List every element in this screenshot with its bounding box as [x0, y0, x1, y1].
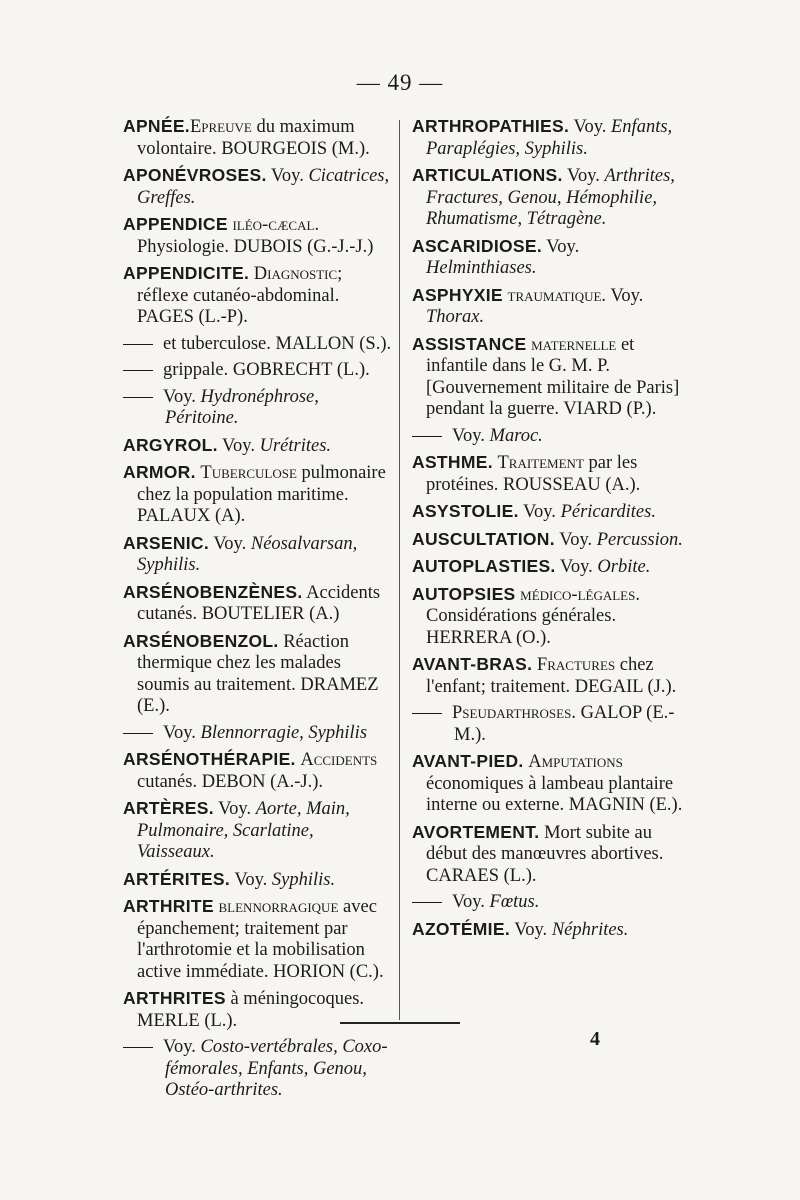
entry-heading: APONÉVROSES.: [123, 165, 267, 185]
entry-heading: AUTOPSIES: [412, 583, 516, 604]
repeat-dash: [123, 370, 153, 371]
entry-smallcaps: Epreuve: [189, 117, 252, 137]
entry-smallcaps: Amputations: [528, 752, 623, 772]
entry-smallcaps: traumatique: [507, 285, 602, 306]
entry-reference: Hydronéphrose, Péritoine.: [165, 386, 319, 428]
index-entry: [123, 214, 395, 258]
entry-heading: ASCARIDIOSE.: [412, 235, 543, 256]
entry-heading: ARSENIC.: [123, 532, 210, 553]
index-entry: [123, 263, 395, 329]
entry-heading: ASSISTANCE: [412, 333, 527, 354]
entry-heading: APPENDICITE.: [123, 263, 250, 283]
index-entry: [412, 919, 684, 942]
entry-reference: Syphilis.: [271, 869, 336, 890]
index-entry: [412, 285, 684, 329]
entry-text: Voy.: [542, 236, 580, 257]
entry-text: . Considérations générales. HERRERA (O.).: [426, 584, 640, 648]
entry-smallcaps: Traitement: [497, 453, 584, 473]
entry-text: cutanés. DEBON (A.-J.).: [137, 771, 323, 792]
entry-heading: ARSÉNOBENZÈNES.: [123, 581, 303, 602]
entry-heading: ARSÉNOTHÉRAPIE.: [123, 749, 296, 769]
entry-smallcaps: blennorragique: [218, 897, 339, 917]
entry-heading: APNÉE.: [123, 116, 190, 136]
entry-heading: APPENDICE: [123, 214, 228, 234]
index-entry: [412, 584, 684, 650]
index-entry: [123, 749, 395, 793]
index-entry: [123, 869, 395, 892]
entry-reference: Maroc.: [489, 425, 543, 446]
entry-reference: Costo-vertébrales, Coxo-fémorales, Enfants, Genou, Ostéo-arthrites.: [165, 1037, 388, 1100]
entry-smallcaps: Fractures: [536, 655, 616, 675]
index-entry: [123, 462, 395, 528]
index-entry: [412, 703, 684, 746]
index-entry: [412, 165, 684, 231]
entry-reference: Néosalvarsan, Syphilis.: [137, 533, 358, 575]
entry-text: à méningocoques. MERLE (L.).: [137, 989, 365, 1031]
index-entry: [412, 236, 684, 280]
entry-smallcaps: Tuberculose: [200, 463, 297, 483]
entry-heading: ASTHME.: [412, 452, 493, 472]
index-entry: [123, 533, 395, 577]
column-divider: [399, 120, 400, 1020]
entry-text: Voy.: [518, 502, 561, 522]
entry-text: Voy.: [163, 1037, 201, 1057]
entry-heading: ASPHYXIE: [412, 284, 503, 305]
entry-smallcaps: médico-légales: [520, 584, 636, 605]
entry-text: économiques à lambeau plantaire interne ou externe. MAGNIN (E.).: [426, 773, 683, 815]
index-entry: [412, 116, 684, 160]
entry-text: Voy.: [562, 166, 605, 186]
repeat-dash: [123, 1047, 153, 1048]
entry-reference: Blennorragie, Syphilis: [200, 722, 368, 743]
entry-heading: ARTÉRITES.: [123, 868, 231, 889]
index-entry: [123, 582, 395, 626]
index-entry: [412, 892, 684, 914]
entry-heading: ARMOR.: [123, 462, 196, 482]
entry-heading: ARTHRITES: [123, 988, 226, 1008]
entry-text: du maximum volontaire. BOURGEOIS (M.).: [137, 117, 370, 159]
entry-heading: AUSCULTATION.: [412, 528, 555, 549]
entry-text: Voy.: [452, 425, 490, 446]
entry-smallcaps: Pseudarthroses: [452, 703, 572, 723]
index-entry: [123, 360, 395, 382]
entry-heading: ARTHROPATHIES.: [412, 116, 570, 136]
entry-reference: Urétrites.: [259, 435, 332, 456]
index-entry: [123, 988, 395, 1032]
entry-text: Voy.: [217, 435, 260, 456]
index-column-right: [412, 116, 684, 946]
entry-heading: ARGYROL.: [123, 434, 218, 455]
index-entry: [412, 751, 684, 817]
repeat-dash: [123, 344, 153, 345]
entry-smallcaps: Accidents: [300, 750, 378, 770]
entry-heading: ARTICULATIONS.: [412, 165, 563, 185]
entry-heading: ARSÉNOBENZOL.: [123, 630, 279, 651]
index-entry: [412, 501, 684, 524]
entry-text: . Voy.: [601, 285, 644, 306]
entry-text: avec épanchement; traitement par l'arthrotomie et la mobilisation active immédiate. HORION (C.).: [137, 897, 384, 982]
index-entry: [412, 556, 684, 579]
entry-text: ; réflexe cutanéo-abdominal. PAGES (L.-P).: [137, 264, 343, 327]
entry-heading: AZOTÉMIE.: [412, 918, 510, 939]
index-entry: [123, 723, 395, 745]
entry-text: et tuberculose. MALLON (S.).: [163, 333, 392, 354]
index-entry: [123, 1037, 395, 1102]
entry-reference: Helminthiases.: [426, 258, 537, 278]
entry-text: Voy.: [163, 722, 201, 743]
entry-heading: AVORTEMENT.: [412, 821, 540, 842]
index-entry: [123, 435, 395, 458]
entry-text: Voy.: [555, 557, 598, 577]
repeat-dash: [412, 902, 442, 903]
entry-heading: AVANT-PIED.: [412, 751, 524, 771]
index-entry: [412, 529, 684, 552]
entry-text: par les protéines. ROUSSEAU (A.).: [426, 453, 641, 495]
entry-text: Voy.: [163, 386, 201, 407]
entry-smallcaps: maternelle: [531, 334, 617, 355]
entry-text: Voy.: [266, 166, 309, 186]
index-entry: [123, 896, 395, 983]
page-number: — 49 —: [356, 70, 444, 95]
entry-reference: Fœtus.: [489, 892, 540, 912]
entry-text: Voy.: [230, 869, 272, 890]
index-entry: [123, 798, 395, 864]
entry-reference: Aorte, Main, Pulmonaire, Scarlatine, Vaisseaux.: [137, 799, 350, 862]
entry-heading: ARTHRITE: [123, 896, 214, 916]
index-entry: [123, 334, 395, 356]
bottom-rule: [340, 1022, 460, 1024]
entry-heading: ARTÈRES.: [123, 798, 214, 818]
repeat-dash: [412, 436, 442, 437]
entry-text: Voy.: [509, 919, 552, 940]
entry-text: Voy.: [554, 529, 597, 550]
entry-smallcaps: Diagnostic: [253, 264, 338, 284]
index-entry: [123, 631, 395, 718]
index-entry: [412, 452, 684, 496]
repeat-dash: [123, 733, 153, 734]
entry-reference: Percussion.: [596, 529, 683, 550]
entry-heading: AVANT-BRAS.: [412, 654, 533, 674]
entry-text: grippale. GOBRECHT (L.).: [163, 360, 370, 380]
index-entry: [123, 116, 395, 160]
entry-reference: Thorax.: [426, 307, 485, 327]
repeat-dash: [412, 713, 442, 714]
entry-text: Réaction thermique chez les malades soumis au traitement. DRAMEZ (E.).: [137, 631, 379, 716]
entry-text: Voy.: [213, 799, 256, 819]
index-entry: [412, 426, 684, 448]
entry-text: et infantile dans le G. M. P. [Gouvernement militaire de Paris] pendant la guerre. VIARD (P.).: [426, 334, 680, 419]
entry-reference: Arthrites, Fractures, Genou, Hémophilie, Rhumatisme, Tétragène.: [426, 166, 675, 229]
index-entry: [412, 822, 684, 888]
entry-text: Mort subite au début des manœuvres abortives. CARAES (L.).: [426, 822, 664, 886]
entry-heading: AUTOPLASTIES.: [412, 556, 556, 576]
index-entry: [412, 654, 684, 698]
entry-smallcaps: iléo-cæcal: [232, 215, 315, 235]
entry-text: chez l'enfant; traitement. DEGAIL (J.).: [426, 655, 677, 697]
entry-text: pulmonaire chez la population maritime. PALAUX (A).: [137, 463, 386, 526]
signature-mark: 4: [590, 1028, 600, 1050]
index-column-left: [123, 116, 395, 1107]
index-entry: [123, 387, 395, 430]
entry-text: Accidents cutanés. BOUTELIER (A.): [137, 582, 381, 624]
repeat-dash: [123, 397, 153, 398]
entry-reference: Néphrites.: [551, 919, 629, 940]
index-entry: [412, 334, 684, 421]
entry-reference: Cicatrices, Greffes.: [137, 166, 390, 208]
entry-text: . GALOP (E.-M.).: [454, 703, 675, 745]
entry-reference: Enfants, Paraplégies, Syphilis.: [426, 117, 673, 159]
entry-reference: Péricardites.: [560, 502, 656, 522]
entry-text: Voy.: [569, 117, 611, 137]
entry-text: . Physiologie. DUBOIS (G.-J.-J.): [137, 215, 374, 257]
entry-reference: Orbite.: [597, 557, 651, 577]
index-entry: [123, 165, 395, 209]
entry-text: Voy.: [209, 533, 251, 554]
entry-heading: ASYSTOLIE.: [412, 501, 519, 521]
entry-text: Voy.: [452, 892, 490, 912]
